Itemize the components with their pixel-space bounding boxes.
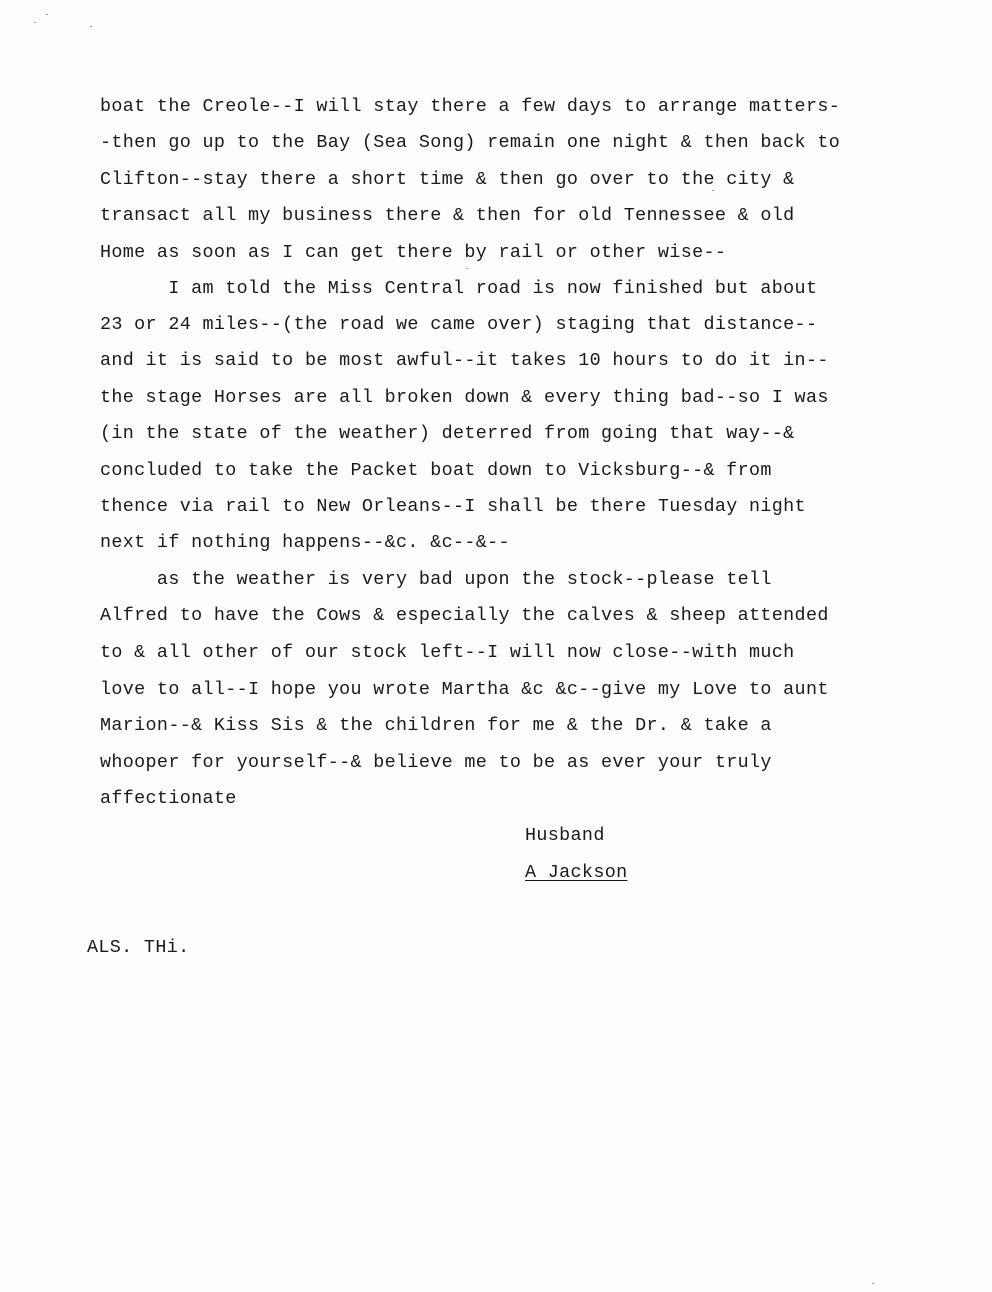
letter-line: love to all--I hope you wrote Martha &c &c--give my Love to aunt (100, 679, 829, 700)
letter-line: Home as soon as I can get there by rail or other wise-- (100, 242, 727, 263)
letter-line: to & all other of our stock left--I will now close--with much (100, 642, 795, 663)
scan-speck (46, 14, 48, 15)
scan-speck (466, 268, 468, 269)
letter-line: concluded to take the Packet boat down to Vicksburg--& from (100, 460, 772, 481)
letter-line: whooper for yourself--& believe me to be as ever your truly (100, 752, 772, 773)
scan-speck (90, 26, 92, 27)
letter-closing: Husband (525, 825, 605, 846)
letter-line: (in the state of the weather) deterred from going that way--& (100, 423, 795, 444)
scan-speck (34, 22, 36, 23)
scan-speck (872, 1283, 874, 1284)
letter-signature: A Jackson (525, 862, 628, 883)
letter-line: and it is said to be most awful--it takes 10 hours to do it in-- (100, 350, 829, 371)
letter-line: Clifton--stay there a short time & then go over to the city & (100, 169, 795, 190)
letter-line: thence via rail to New Orleans--I shall be there Tuesday night (100, 496, 806, 517)
letter-line: I am told the Miss Central road is now finished but about (100, 278, 818, 299)
letter-line: Alfred to have the Cows & especially the calves & sheep attended (100, 605, 829, 626)
letter-line: affectionate (100, 788, 237, 809)
letter-line: the stage Horses are all broken down & every thing bad--so I was (100, 387, 829, 408)
letter-line: transact all my business there & then for old Tennessee & old (100, 205, 795, 226)
letter-line: next if nothing happens--&c. &c--&-- (100, 532, 510, 553)
source-note: ALS. THi. (87, 937, 190, 958)
letter-line: boat the Creole--I will stay there a few days to arrange matters- (100, 96, 841, 117)
letter-line: Marion--& Kiss Sis & the children for me & the Dr. & take a (100, 715, 772, 736)
letter-line: -then go up to the Bay (Sea Song) remain one night & then back to (100, 132, 841, 153)
letter-line: 23 or 24 miles--(the road we came over) staging that distance-- (100, 314, 818, 335)
letter-line: as the weather is very bad upon the stock--please tell (100, 569, 772, 590)
